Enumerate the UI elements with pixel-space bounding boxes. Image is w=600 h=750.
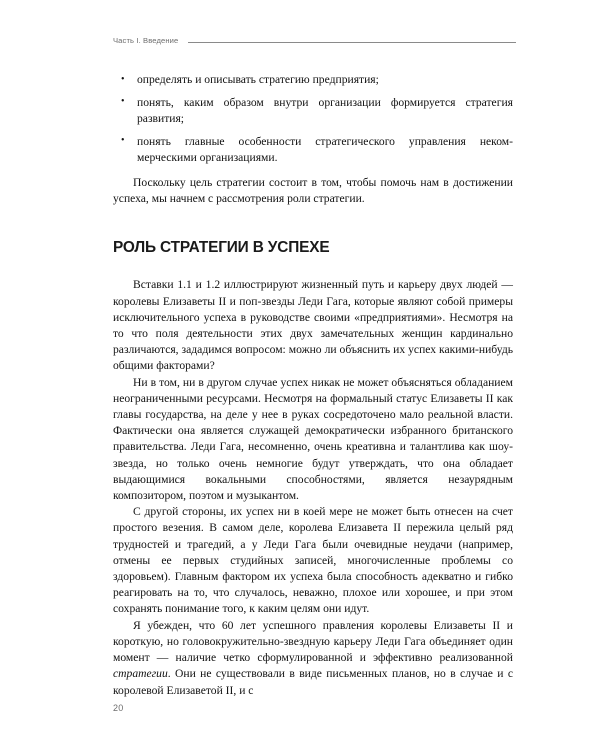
running-head-label: Часть I. Введение [113,35,179,45]
list-item: • понять главные особенности стратегического управления некоммерческими организациями. [113,134,513,166]
page-content [113,72,513,699]
page-number: 20 [113,703,124,713]
section-heading: РОЛЬ СТРАТЕГИИ В УСПЕХЕ [113,239,330,257]
running-head [113,33,516,47]
body-paragraph: С другой стороны, их успех ни в коей мере не может быть отнесен на счет простого везения. В самом деле, королева Елизавета II пережила целый ряд трудностей и трагедий, а у Леди Гага были очевидные неудачи (например, отмены ее первых студийных записей, многочисленные проблемы со здоровьем). Главным фактором их успеха была способность адекватно и гибко реагировать на то, что случалось, неважно, плохое или хорошее, и при этом сохранять понимание того, к каким целям они идут. [113,505,513,616]
final-paragraph-text-before: Я убежден, что 60 лет успешного правления королевы Елизаветы II и короткую, но головокружительно-звездную карьеру Леди Гага объединяет один момент — наличие четко сформулированной и эффективно реализованной [113,618,513,665]
final-paragraph-text-after: . Они не существовали в виде письменных планов, но в случае и с королевой Елизаветой II, и с [113,667,513,697]
list-item: • определять и описывать стратегию предприятия; [113,72,513,88]
running-head-rule [188,42,516,43]
final-paragraph [113,618,513,699]
body-paragraph: Вставки 1.1 и 1.2 иллюстрируют жизненный путь и карьеру двух людей — королевы Елизаветы II и поп-звезды Леди Гага, которые являют собой примеры исключительного успеха в руководстве своими «предприятиями». Несмотря на то что поля деятельности этих двух замечательных женщин кардинально различаются, зададимся вопросом: можно ли объяснить их успех какими-нибудь общими факторами? [113,278,513,373]
intro-paragraph: Поскольку цель стратегии состоит в том, чтобы помочь нам в достижении успеха, мы начнем с рассмотрения роли стратегии. [113,176,513,206]
emphasized-term: стратегии [113,667,168,681]
body-paragraph: Ни в том, ни в другом случае успех никак не может объясняться обладанием неограниченными ресурсами. Несмотря на формальный статус Елизаветы II как главы государства, на деле у нее в руках сосредоточено мало реальной власти. Фактически она является служащей демократически избранного британского правительства. Леди Гага, несомненно, очень креативна и талантлива как шоу-звезда, но только очень немногие будут утверждать, что она обладает выдающимися вокальными способностями, является незаурядным композитором, поэтом и музыкантом. [113,375,513,503]
list-item: • понять, каким образом внутри организации формируется стратегия развития; [113,95,513,127]
objectives-bullet-list [113,72,513,166]
